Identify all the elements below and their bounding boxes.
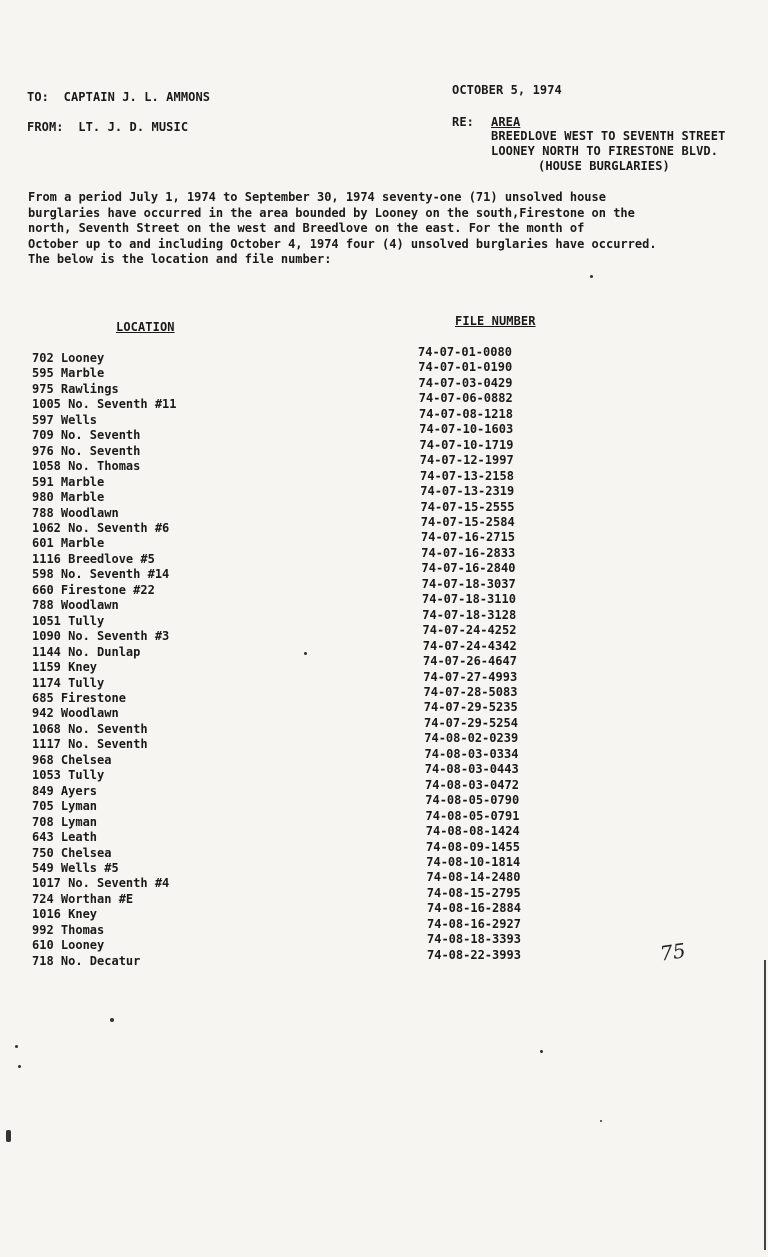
- location-entry: 1117 No. Seventh: [32, 737, 148, 752]
- file-number-entry: 74-07-18-3110: [422, 592, 516, 607]
- file-number-entry: 74-07-12-1997: [419, 453, 514, 468]
- location-entry: 1116 Breedlove #5: [32, 551, 155, 566]
- location-entry: 1090 No. Seventh #3: [32, 629, 170, 644]
- location-entry: 708 Lyman: [32, 814, 98, 829]
- body-paragraph: [28, 190, 740, 268]
- location-entry: 724 Worthan #E: [32, 891, 134, 906]
- file-number-entry: 74-07-18-3037: [421, 576, 516, 591]
- location-entry: 597 Wells: [32, 412, 98, 427]
- copy-speck: [110, 1018, 114, 1022]
- file-number-entry: 74-07-13-2319: [420, 484, 515, 499]
- location-entry: 980 Marble: [32, 490, 105, 505]
- file-number-entry: 74-08-02-0239: [424, 731, 519, 746]
- body-line-1: From a period July 1, 1974 to September 30, 1974 seventy-one (71) unsolved house: [28, 190, 606, 204]
- file-number-entry: 74-08-03-0472: [425, 777, 519, 792]
- location-entry: 601 Marble: [32, 536, 105, 551]
- file-number-entry: 74-07-16-2833: [421, 545, 516, 560]
- from-line: [27, 120, 188, 134]
- to-line: [27, 90, 210, 104]
- copy-speck: [15, 1045, 18, 1048]
- file-number-entry: 74-07-16-2715: [421, 530, 515, 545]
- location-entry: 1058 No. Thomas: [32, 459, 141, 474]
- file-number-entry: 74-08-16-2927: [427, 916, 521, 931]
- file-number-entry: 74-07-08-1218: [419, 406, 513, 421]
- location-entry: 591 Marble: [32, 474, 105, 489]
- location-entry: 660 Firestone #22: [32, 582, 155, 597]
- file-number-entry: 74-08-05-0790: [425, 793, 520, 808]
- location-entry: 975 Rawlings: [32, 381, 119, 396]
- location-entry: 1068 No. Seventh: [32, 721, 148, 736]
- file-number-header: FILE NUMBER: [455, 314, 536, 328]
- location-entry: 702 Looney: [32, 351, 105, 365]
- file-number-column: [418, 345, 521, 963]
- copy-speck: [590, 275, 593, 278]
- location-entry: 1174 Tully: [32, 675, 105, 690]
- location-entry: 1051 Tully: [32, 613, 105, 628]
- re-label: RE:: [452, 115, 474, 129]
- location-entry: 1005 No. Seventh #11: [32, 397, 177, 412]
- file-number-entry: 74-07-16-2840: [421, 561, 516, 576]
- location-entry: 595 Marble: [32, 366, 105, 381]
- location-entry: 788 Woodlawn: [32, 598, 119, 613]
- file-number-entry: 74-07-24-4342: [422, 638, 517, 653]
- file-number-entry: 74-07-29-5254: [424, 715, 518, 730]
- from-label: FROM:: [27, 120, 64, 134]
- file-number-entry: 74-08-10-1814: [426, 854, 521, 869]
- handwritten-page-mark: 75: [658, 938, 687, 966]
- location-column: [32, 351, 177, 969]
- re-title: AREA: [491, 115, 521, 129]
- location-entry: 788 Woodlawn: [32, 505, 119, 520]
- location-entry: 1016 Kney: [32, 907, 98, 922]
- file-number-entry: 74-08-15-2795: [426, 885, 521, 900]
- file-number-entry: 74-08-09-1455: [426, 839, 520, 854]
- location-entry: 942 Woodlawn: [32, 706, 119, 721]
- file-number-entry: 74-07-10-1603: [419, 422, 514, 437]
- file-number-entry: 74-07-13-2158: [420, 468, 514, 483]
- file-number-entry: 74-08-18-3393: [427, 932, 521, 947]
- location-entry: 549 Wells #5: [32, 860, 119, 875]
- location-entry: 976 No. Seventh: [32, 443, 141, 458]
- file-number-entry: 74-07-28-5083: [423, 684, 518, 699]
- location-entry: 610 Looney: [32, 938, 105, 953]
- body-line-3: north, Seventh Street on the west and Breedlove on the east. For the month of: [28, 221, 585, 235]
- location-entry: 643 Leath: [32, 830, 98, 845]
- re-line-2: LOONEY NORTH TO FIRESTONE BLVD.: [491, 144, 719, 158]
- copy-speck: [600, 1120, 602, 1122]
- file-number-entry: 74-08-03-0443: [424, 762, 519, 777]
- body-line-5: The below is the location and file number:: [28, 252, 332, 266]
- to-value: CAPTAIN J. L. AMMONS: [63, 90, 211, 104]
- location-entry: 705 Lyman: [32, 799, 98, 814]
- body-line-2: burglaries have occurred in the area bounded by Looney on the south,Firestone on the: [28, 205, 635, 220]
- from-value: LT. J. D. MUSIC: [78, 120, 189, 134]
- body-line-4: October up to and including October 4, 1974 four (4) unsolved burglaries have occurred.: [28, 236, 657, 251]
- location-entry: 992 Thomas: [32, 922, 105, 937]
- file-number-entry: 74-08-14-2480: [426, 870, 521, 885]
- file-number-entry: 74-07-27-4993: [423, 669, 518, 684]
- copy-speck: [540, 1050, 543, 1053]
- file-number-entry: 74-08-05-0791: [425, 808, 520, 823]
- location-entry: 1017 No. Seventh #4: [32, 876, 170, 891]
- location-entry: 709 No. Seventh: [32, 428, 141, 443]
- file-number-entry: 74-07-15-2555: [420, 499, 515, 514]
- location-entry: 1053 Tully: [32, 768, 105, 783]
- location-entry: 1159 Kney: [32, 660, 98, 675]
- file-number-entry: 74-07-18-3128: [422, 607, 517, 622]
- location-entry: 598 No. Seventh #14: [32, 567, 170, 582]
- location-entry: 968 Chelsea: [32, 752, 112, 767]
- location-entry: 1144 No. Dunlap: [32, 644, 141, 659]
- file-number-entry: 74-07-03-0429: [418, 375, 513, 390]
- file-number-entry: 74-07-26-4647: [423, 654, 517, 669]
- location-entry: 750 Chelsea: [32, 845, 112, 860]
- copy-speck: [18, 1065, 21, 1068]
- location-entry: 718 No. Decatur: [32, 953, 141, 968]
- to-label: TO:: [27, 90, 49, 104]
- re-line-3: (HOUSE BURGLARIES): [538, 159, 670, 173]
- file-number-entry: 74-08-16-2884: [427, 901, 521, 916]
- file-number-entry: 74-08-03-0334: [424, 746, 519, 761]
- file-number-entry: 74-07-01-0190: [418, 360, 513, 375]
- file-number-entry: 74-07-01-0080: [418, 345, 512, 359]
- location-entry: 1062 No. Seventh #6: [32, 520, 170, 535]
- location-entry: 849 Ayers: [32, 783, 98, 798]
- file-number-entry: 74-08-08-1424: [425, 824, 520, 839]
- file-number-entry: 74-07-24-4252: [422, 623, 517, 638]
- copy-speck: [304, 652, 307, 655]
- location-entry: 685 Firestone: [32, 690, 126, 705]
- copy-speck: [6, 1130, 11, 1142]
- memo-date: OCTOBER 5, 1974: [452, 83, 562, 97]
- re-line-1: BREEDLOVE WEST TO SEVENTH STREET: [491, 129, 726, 143]
- copy-edge-line: [764, 960, 766, 1250]
- file-number-entry: 74-07-06-0882: [418, 391, 513, 406]
- file-number-entry: 74-07-10-1719: [419, 437, 514, 452]
- file-number-entry: 74-08-22-3993: [427, 947, 521, 962]
- location-header: LOCATION: [116, 320, 175, 334]
- file-number-entry: 74-07-15-2584: [420, 514, 515, 529]
- file-number-entry: 74-07-29-5235: [423, 700, 518, 715]
